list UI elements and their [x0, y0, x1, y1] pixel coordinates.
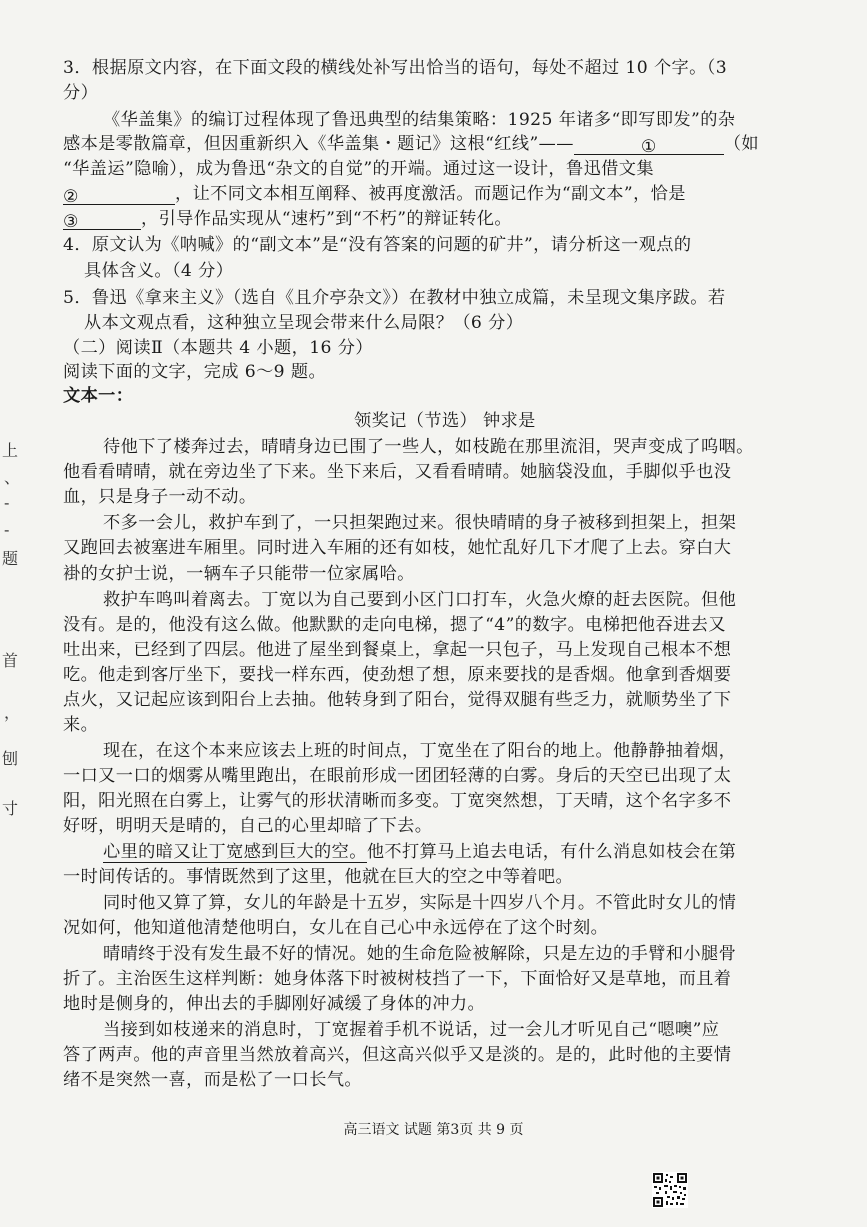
section-heading: （二）阅读Ⅱ（本题共 4 小题，16 分）: [63, 338, 373, 358]
article-line: 待他下了楼奔过去，晴晴身边已围了一些人，如枝跪在那里流泪，哭声变成了呜咽。: [103, 437, 754, 457]
q5-prompt: 5．鲁迅《拿来主义》（选自《且介亭杂文》）在教材中独立成篇，未呈现文集序跋。若: [63, 288, 726, 308]
article-line: 况如何，他知道他清楚他明白，女儿在自己心中永远停在了这个时刻。: [63, 918, 609, 938]
q3-passage-line: 《华盖集》的编订过程体现了鲁迅典型的结集策略：1925 年诸多“即写即发”的杂: [103, 110, 736, 130]
blank-1[interactable]: [574, 136, 724, 155]
q3-passage-text: （如: [723, 134, 760, 154]
article-line: 现在，在这个本来应该去上班的时间点，丁宽坐在了阳台的地上。他静静抽着烟，: [103, 741, 737, 761]
q4-prompt: 4．原文认为《呐喊》的“副文本”是“没有答案的问题的矿井”，请分析这一观点的: [63, 235, 692, 255]
margin-fragment: 、: [4, 468, 21, 487]
q3-passage-text: 感本是零散篇章，但因重新织入《华盖集・题记》这根“红线”——: [63, 134, 574, 154]
article-title: 领奖记（节选） 钟求是: [354, 411, 536, 431]
article-line: [103, 841, 736, 863]
margin-fragment: 题: [2, 549, 19, 568]
article-line: 同时他又算了算，女儿的年龄是十五岁，实际是十四岁八个月。不管此时女儿的情: [103, 893, 737, 913]
article-text: 他不打算马上追去电话，有什么消息如枝会在第: [366, 842, 737, 862]
q3-prompt-cont: 分）: [63, 83, 99, 103]
article-line: 答了两声。他的声音里当然放着高兴，但这高兴似乎又是淡的。是的，此时他的主要情: [63, 1045, 732, 1065]
article-line: 阳，阳光照在白雾上，让雾气的形状清晰而多变。丁宽突然想，丁天晴，这个名字多不: [63, 791, 732, 811]
article-line: 血，只是身子一动不动。: [63, 487, 257, 507]
article-line: 当接到如枝递来的消息时，丁宽握着手机不说话，过一会儿才听见自己“嗯噢”应: [103, 1020, 720, 1040]
underlined-sentence: 心里的暗又让丁宽感到巨大的空。: [103, 842, 367, 862]
q3-passage-line: [63, 183, 686, 205]
blank-3[interactable]: [63, 211, 141, 230]
q5-prompt-cont: 从本文观点看，这种独立呈现会带来什么局限？（6 分）: [84, 313, 524, 333]
margin-fragment: -: [4, 493, 10, 512]
article-line: 又跑回去被塞进车厢里。同时进入车厢的还有如枝，她忙乱好几下才爬了上去。穿白大: [63, 538, 732, 558]
article-line: 绪不是突然一喜，而是松了一口长气。: [63, 1070, 362, 1090]
q3-passage-text: ，让不同文本相互阐释、被再度激活。而题记作为“副文本”，恰是: [175, 184, 686, 204]
blank-2[interactable]: [63, 186, 175, 205]
margin-fragment: 寸: [2, 799, 19, 818]
article-line: 点火，又记起应该到阳台上去抽。他转身到了阳台，觉得双腿有些乏力，就顺势坐了下: [63, 690, 732, 710]
article-line: 一时间传话的。事情既然到了这里，他就在巨大的空之中等着吧。: [63, 867, 574, 887]
article-line: 吃。他走到客厅坐下，要找一样东西，使劲想了想，原来要找的是香烟。他拿到香烟要: [63, 665, 732, 685]
article-line: 晴晴终于没有发生最不好的情况。她的生命危险被解除，只是左边的手臂和小腿骨: [103, 944, 737, 964]
article-line: 吐出来，已经到了四层。他进了屋坐到餐桌上，拿起一只包子，马上发现自己根本不想: [63, 640, 732, 660]
article-line: 没有。是的，他没有这么做。他默默的走向电梯，摁了“4”的数字。电梯把他吞进去又: [63, 615, 726, 635]
article-line: 来。: [63, 715, 99, 735]
section-instruction: 阅读下面的文字，完成 6～9 题。: [63, 362, 327, 382]
article-line: 折了。主治医生这样判断：她身体落下时被树枝挡了一下，下面恰好又是草地，而且着: [63, 969, 732, 989]
article-line: 一口又一口的烟雾从嘴里跑出，在眼前形成一团团轻薄的白雾。身后的天空已出现了太: [63, 766, 732, 786]
page-footer: 高三语文 试题 第3页 共 9 页: [343, 1122, 524, 1138]
q3-passage-text: ，引导作品实现从“速朽”到“不朽”的辩证转化。: [141, 209, 512, 229]
margin-fragment: -: [4, 520, 10, 539]
q4-prompt-cont: 具体含义。（4 分）: [84, 261, 234, 281]
margin-fragment: 上: [2, 441, 19, 460]
q3-passage-line: [63, 133, 759, 155]
blank-2-marker: ②: [63, 187, 79, 207]
margin-fragment: 刨: [2, 749, 19, 768]
blank-3-marker: ③: [63, 212, 79, 232]
qr-code-icon: [652, 1172, 688, 1208]
q3-passage-line: [63, 208, 512, 230]
q3-passage-line: “华盖运”隐喻），成为鲁迅“杂文的自觉”的开端。通过这一设计，鲁迅借文集: [63, 159, 654, 179]
article-line: 救护车鸣叫着离去。丁宽以为自己要到小区门口打车，火急火燎的赶去医院。但他: [103, 590, 737, 610]
article-line: 褂的女护士说，一辆车子只能带一位家属哈。: [63, 564, 415, 584]
blank-1-marker: ①: [640, 137, 657, 157]
text-label: 文本一：: [63, 386, 134, 406]
margin-fragment: ，: [4, 703, 21, 722]
article-line: 地时是侧身的，伸出去的手脚刚好减缓了身体的冲力。: [63, 994, 486, 1014]
article-line: 好呀，明明天是晴的，自己的心里却暗了下去。: [63, 816, 433, 836]
q3-prompt: 3．根据原文内容，在下面文段的横线处补写出恰当的语句，每处不超过 10 个字。（3: [63, 58, 728, 78]
article-line: 他看看晴晴，就在旁边坐了下来。坐下来后，又看看晴晴。她脑袋没血，手脚似乎也没: [63, 462, 732, 482]
margin-fragment: 首: [2, 651, 19, 670]
article-line: 不多一会儿，救护车到了，一只担架跑过来。很快晴晴的身子被移到担架上，担架: [103, 513, 737, 533]
